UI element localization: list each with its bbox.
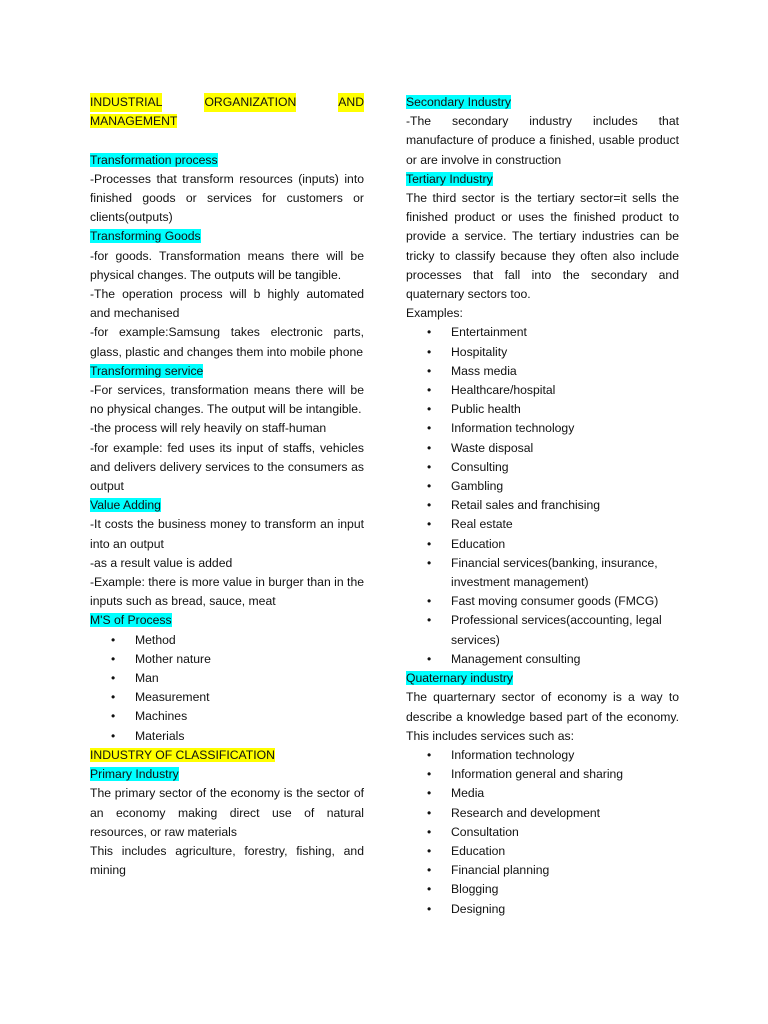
list-item [406, 477, 679, 496]
bullet-icon: • [427, 901, 432, 916]
list-item [406, 592, 679, 611]
heading-industry-classification: INDUSTRY OF CLASSIFICATION [90, 747, 275, 762]
list-item [90, 631, 364, 650]
list-item [406, 611, 679, 649]
value-paragraph-1: -It costs the business money to transform an input into an output [90, 517, 364, 551]
service-paragraph-2: -the process will rely heavily on staff-human [90, 421, 327, 436]
list-item-text: Method [135, 632, 176, 647]
bullet-icon: • [111, 651, 116, 666]
transformation-text: -Processes that transform resources (inputs) into finished goods or services for customers or clients(outputs) [90, 171, 364, 225]
list-item-text: Waste disposal [451, 440, 534, 455]
list-item [90, 669, 364, 688]
bullet-icon: • [111, 632, 116, 647]
title-word-2: ORGANIZATION [204, 93, 296, 112]
list-item [90, 688, 364, 707]
bullet-icon: • [427, 805, 432, 820]
list-item-text: Retail sales and franchising [451, 498, 601, 513]
list-item [406, 535, 679, 554]
bullet-icon: • [427, 863, 432, 878]
tertiary-examples-list [406, 323, 679, 669]
bullet-icon: • [111, 690, 116, 705]
list-item [406, 554, 679, 592]
list-item [406, 343, 679, 362]
list-item-text: Materials [135, 728, 185, 743]
document-title-line1 [90, 93, 364, 112]
bullet-icon: • [427, 325, 432, 340]
list-item-text: Media [451, 786, 485, 801]
bullet-icon: • [427, 421, 432, 436]
list-item [406, 861, 679, 880]
bullet-icon: • [427, 363, 432, 378]
list-item-text: Financial planning [451, 863, 550, 878]
list-item-text: Man [135, 671, 159, 686]
list-item-text: Professional services(accounting, legal services) [451, 613, 662, 647]
list-item-text: Blogging [451, 882, 499, 897]
goods-paragraph-3: -for example:Samsung takes electronic parts, glass, plastic and changes them into mobile phone [90, 325, 364, 359]
secondary-paragraph: -The secondary industry includes that manufacture of produce a finished, usable product or are involve in construction [406, 114, 679, 167]
bullet-icon: • [111, 728, 116, 743]
heading-secondary-industry: Secondary Industry [406, 95, 512, 109]
list-item [406, 515, 679, 534]
list-item [406, 419, 679, 438]
list-item-text: Designing [451, 901, 506, 916]
service-paragraph-1: -For services, transformation means there will be no physical changes. The output will be intangible. [90, 383, 364, 417]
bullet-icon: • [427, 613, 432, 628]
list-item-text: Financial services(banking, insurance, investment management) [451, 555, 658, 590]
list-item [406, 746, 679, 765]
bullet-icon: • [427, 747, 432, 762]
title-word-1: INDUSTRIAL [90, 93, 162, 112]
document-title-line2: MANAGEMENT [90, 114, 178, 129]
list-item [406, 823, 679, 842]
list-item [406, 496, 679, 515]
bullet-icon: • [427, 786, 432, 801]
bullet-icon: • [427, 459, 432, 474]
list-item-text: Information technology [451, 747, 575, 762]
list-item [406, 362, 679, 381]
list-item [406, 880, 679, 899]
goods-paragraph-1: -for goods. Transformation means there will be physical changes. The outputs will be tangible. [90, 248, 364, 282]
heading-value-adding: Value Adding [90, 498, 161, 513]
bullet-icon: • [427, 882, 432, 897]
list-item-text: Machines [135, 709, 188, 724]
quaternary-services-list [406, 746, 679, 919]
value-paragraph-3: -Example: there is more value in burger than in the inputs such as bread, sauce, meat [90, 575, 364, 609]
list-item-text: Fast moving consumer goods (FMCG) [451, 594, 659, 609]
ms-of-process-list [90, 631, 364, 746]
list-item-text: Gambling [451, 479, 504, 494]
list-item [406, 458, 679, 477]
left-column [90, 93, 364, 880]
list-item [406, 842, 679, 861]
bullet-icon: • [427, 344, 432, 359]
primary-paragraph-1: The primary sector of the economy is the sector of an economy making direct use of natural resources, or raw materials [90, 786, 364, 839]
bullet-icon: • [427, 517, 432, 532]
bullet-icon: • [427, 440, 432, 455]
list-item [406, 439, 679, 458]
list-item-text: Mass media [451, 363, 517, 378]
list-item-text: Management consulting [451, 651, 581, 666]
goods-paragraph-2: -The operation process will b highly automated and mechanised [90, 287, 364, 321]
list-item-text: Research and development [451, 805, 601, 820]
bullet-icon: • [111, 671, 116, 686]
heading-transforming-goods: Transforming Goods [90, 229, 201, 244]
list-item [406, 400, 679, 419]
list-item-text: Mother nature [135, 651, 211, 666]
bullet-icon: • [111, 709, 116, 724]
list-item-text: Education [451, 536, 506, 551]
value-paragraph-2: -as a result value is added [90, 555, 233, 570]
title-word-3: AND [338, 93, 364, 112]
list-item [406, 784, 679, 803]
quaternary-paragraph: The quarternary sector of economy is a way to describe a knowledge based part of the economy. This includes services such as: [406, 690, 679, 743]
list-item-text: Consulting [451, 459, 509, 474]
heading-transforming-service: Transforming service [90, 363, 204, 378]
heading-tertiary-industry: Tertiary Industry [406, 171, 493, 186]
bullet-icon: • [427, 824, 432, 839]
primary-paragraph-2: This includes agriculture, forestry, fishing, and mining [90, 843, 364, 878]
list-item-text: Entertainment [451, 325, 527, 340]
list-item [406, 804, 679, 823]
examples-label: Examples: [406, 306, 463, 321]
bullet-icon: • [427, 402, 432, 417]
list-item [406, 650, 679, 669]
bullet-icon: • [427, 383, 432, 398]
tertiary-paragraph: The third sector is the tertiary sector=it sells the finished product or uses the finished product to provide a service. The tertiary industries can be tricky to classify because they often also include processes that fall into the secondary and quaternary sectors too. [406, 191, 679, 302]
bullet-icon: • [427, 498, 432, 513]
heading-primary-industry: Primary Industry [90, 767, 179, 782]
right-column [406, 93, 679, 919]
list-item [90, 650, 364, 669]
bullet-icon: • [427, 536, 432, 551]
bullet-icon: • [427, 594, 432, 609]
list-item [406, 900, 679, 919]
bullet-icon: • [427, 479, 432, 494]
list-item-text: Real estate [451, 517, 513, 532]
bullet-icon: • [427, 843, 432, 858]
bullet-icon: • [427, 555, 432, 570]
list-item [90, 707, 364, 726]
heading-transformation-process: Transformation process [90, 152, 218, 167]
list-item-text: Information technology [451, 421, 575, 436]
bullet-icon: • [427, 767, 432, 782]
list-item-text: Information general and sharing [451, 767, 624, 782]
service-paragraph-3: -for example: fed uses its input of staffs, vehicles and delivers delivery services to the consumers as output [90, 440, 364, 494]
list-item-text: Education [451, 843, 506, 858]
list-item-text: Healthcare/hospital [451, 383, 556, 398]
list-item [90, 727, 364, 746]
list-item [406, 323, 679, 342]
heading-ms-of-process: M'S of Process [90, 613, 172, 628]
bullet-icon: • [427, 651, 432, 666]
list-item-text: Measurement [135, 690, 210, 705]
list-item-text: Public health [451, 402, 521, 417]
heading-quaternary-industry: Quaternary industry [406, 671, 514, 686]
list-item-text: Hospitality [451, 344, 508, 359]
list-item [406, 765, 679, 784]
list-item [406, 381, 679, 400]
list-item-text: Consultation [451, 824, 519, 839]
